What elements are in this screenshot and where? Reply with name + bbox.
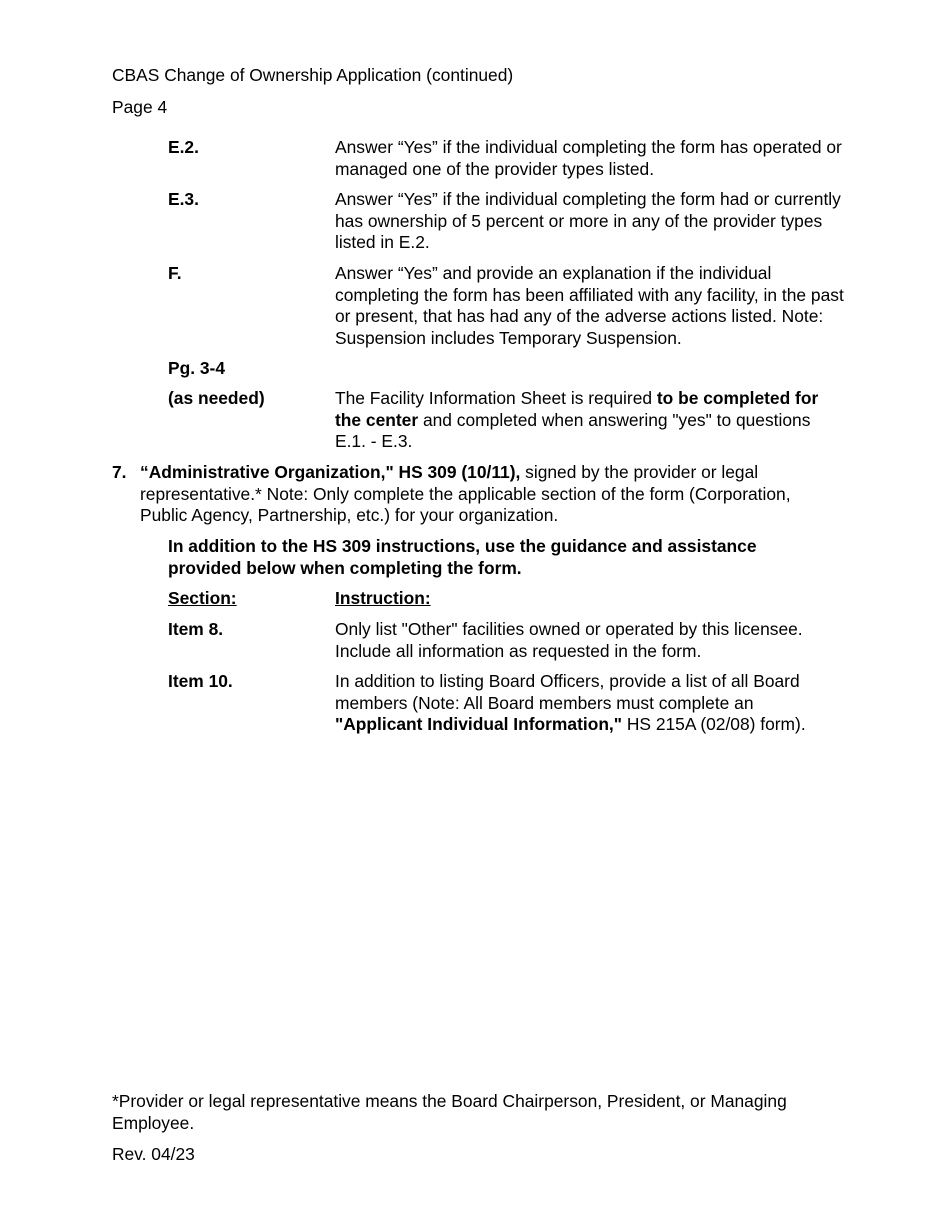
item-text: signed by the provider or legal representative.* Note: Only complete the applicable section of the form (Corporation, Public Agency, Partnership, etc.) for your organization. [140, 462, 791, 525]
text-after: and completed when answering "yes" to questions E.1. - E.3. [335, 409, 811, 451]
text-after: HS 215A (02/08) form). [622, 714, 806, 734]
row-text: Answer “Yes” if the individual completing the form has operated or managed one of the provider types listed. [335, 137, 842, 179]
row-label: E.3. [168, 189, 199, 209]
text-before: The Facility Information Sheet is required [335, 388, 657, 408]
row-text: Only list "Other" facilities owned or operated by this licensee. Include all information as requested in the form. [335, 619, 803, 661]
row-label: E.2. [168, 137, 199, 157]
row-text [335, 671, 845, 736]
instruction-header: Instruction: [335, 588, 431, 608]
row-label: Item 10. [168, 671, 233, 691]
text-before: In addition to listing Board Officers, provide a list of all Board members (Note: All Board members must complete an [335, 671, 800, 713]
text-emphasis: "Applicant Individual Information," [335, 714, 623, 734]
row-text: Answer “Yes” and provide an explanation if the individual completing the form has been affiliated with any facility, in the past or present, that has had any of the adverse actions listed. Note: Suspension includes Temporary Suspension. [335, 263, 844, 348]
page-number: Page 4 [112, 97, 168, 117]
row-label: (as needed) [168, 388, 265, 408]
footnote: *Provider or legal representative means the Board Chairperson, President, or Managing Employee. [112, 1091, 787, 1133]
row-label: F. [168, 263, 182, 283]
row-label: Item 8. [168, 619, 224, 639]
row-text: Answer “Yes” if the individual completing the form had or currently has ownership of 5 percent or more in any of the provider types listed in E.2. [335, 189, 841, 252]
item-number: 7. [112, 462, 127, 482]
document-title: CBAS Change of Ownership Application (continued) [112, 65, 514, 85]
row-text [335, 388, 845, 453]
item-body [140, 462, 840, 527]
revision-date: Rev. 04/23 [112, 1144, 195, 1164]
section-header: Section: [168, 588, 237, 608]
row-label: Pg. 3-4 [168, 358, 226, 378]
item-title: “Administrative Organization," HS 309 (10/11), [140, 462, 521, 482]
text-emphasis: to be completed for the center [335, 388, 819, 430]
guidance-note: In addition to the HS 309 instructions, use the guidance and assistance provided below when completing the form. [168, 536, 757, 578]
